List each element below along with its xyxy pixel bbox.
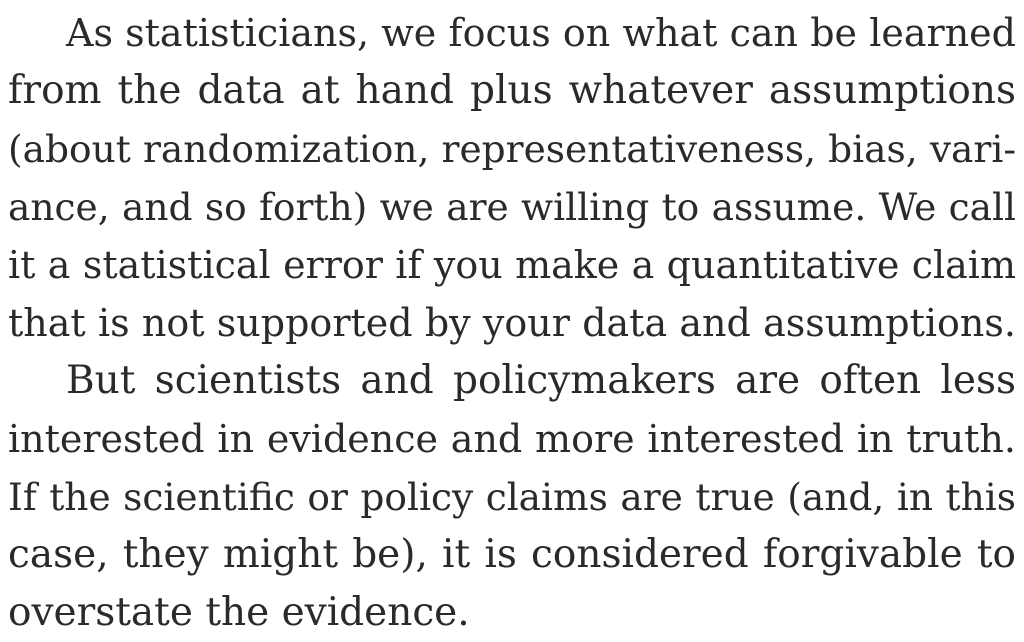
paragraph-1-line-6: that is not supported by your data and assumptions. [8, 301, 1016, 345]
paragraph-1-line-2: from the data at hand plus whatever assumptions [8, 68, 1016, 113]
paragraph-1-line-4: ance, and so forth) we are willing to assume. We call [8, 185, 1016, 229]
paragraph-1-line-3: (about randomization, representativeness, bias, vari- [8, 127, 1016, 171]
paragraph-2-line-2: interested in evidence and more interested in truth. [8, 417, 1016, 461]
paragraph-2-line-5: overstate the evidence. [8, 590, 470, 635]
paragraph-2-line-3: If the scientific or policy claims are true (and, in this [8, 475, 1016, 519]
paragraph-2-line-4: case, they might be), it is considered forgivable to [8, 532, 1016, 577]
paragraph-1-line-1: As statisticians, we focus on what can be learned [66, 11, 1016, 55]
paragraph-2-line-1: But scientists and policymakers are often less [66, 358, 1016, 403]
paragraph-1-line-5: it a statistical error if you make a quantitative claim [8, 243, 1016, 287]
